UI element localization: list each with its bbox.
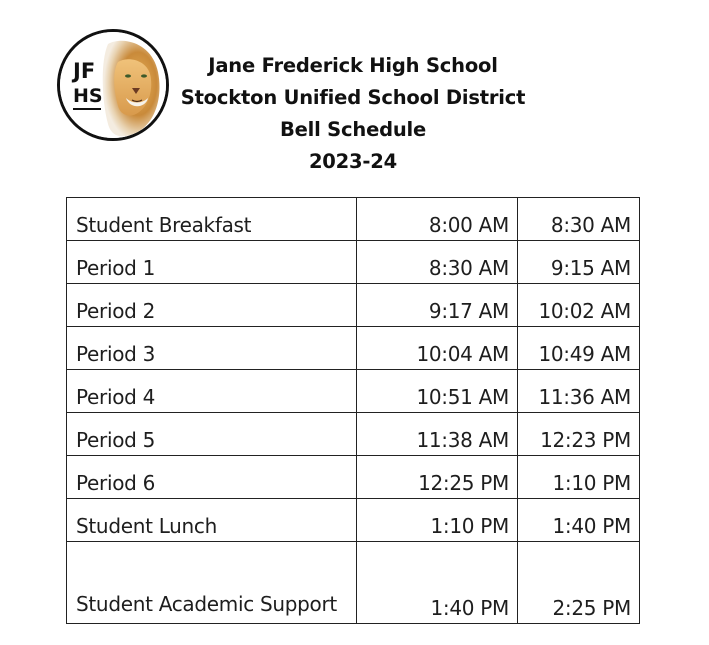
start-time: 12:25 PM [357,456,518,499]
school-year: 2023-24 [308,150,398,173]
table-row [67,370,640,413]
start-time: 8:30 AM [357,241,518,284]
lion-icon [60,32,166,138]
start-time: 1:10 PM [357,499,518,542]
period-name: Student Lunch [67,499,357,542]
table-row [67,542,640,624]
period-name: Period 6 [67,456,357,499]
end-time: 8:30 AM [518,198,640,241]
period-name: Period 3 [67,327,357,370]
table-row [67,413,640,456]
end-time: 11:36 AM [518,370,640,413]
end-time: 1:40 PM [518,499,640,542]
period-name: Period 2 [67,284,357,327]
school-logo [57,29,169,141]
start-time: 11:38 AM [357,413,518,456]
bell-schedule-table [66,197,640,624]
start-time: 9:17 AM [357,284,518,327]
school-name: Jane Frederick High School [208,54,498,77]
end-time: 10:02 AM [518,284,640,327]
end-time: 2:25 PM [518,542,640,624]
end-time: 9:15 AM [518,241,640,284]
table-row [67,241,640,284]
table-row [67,327,640,370]
end-time: 10:49 AM [518,327,640,370]
table-row [67,456,640,499]
logo-text-jf: JF [73,59,96,83]
table-row [67,499,640,542]
period-name: Student Academic Support [67,542,357,624]
table-row [67,284,640,327]
table-row [67,198,640,241]
start-time: 1:40 PM [357,542,518,624]
document-header [170,50,536,178]
district-name: Stockton Unified School District [180,86,526,109]
period-name: Student Breakfast [67,198,357,241]
period-name: Period 1 [67,241,357,284]
end-time: 12:23 PM [518,413,640,456]
period-name: Period 5 [67,413,357,456]
start-time: 10:51 AM [357,370,518,413]
logo-text-hs: HS [73,85,103,107]
start-time: 10:04 AM [357,327,518,370]
period-name: Period 4 [67,370,357,413]
end-time: 1:10 PM [518,456,640,499]
start-time: 8:00 AM [357,198,518,241]
document-title: Bell Schedule [279,118,427,141]
